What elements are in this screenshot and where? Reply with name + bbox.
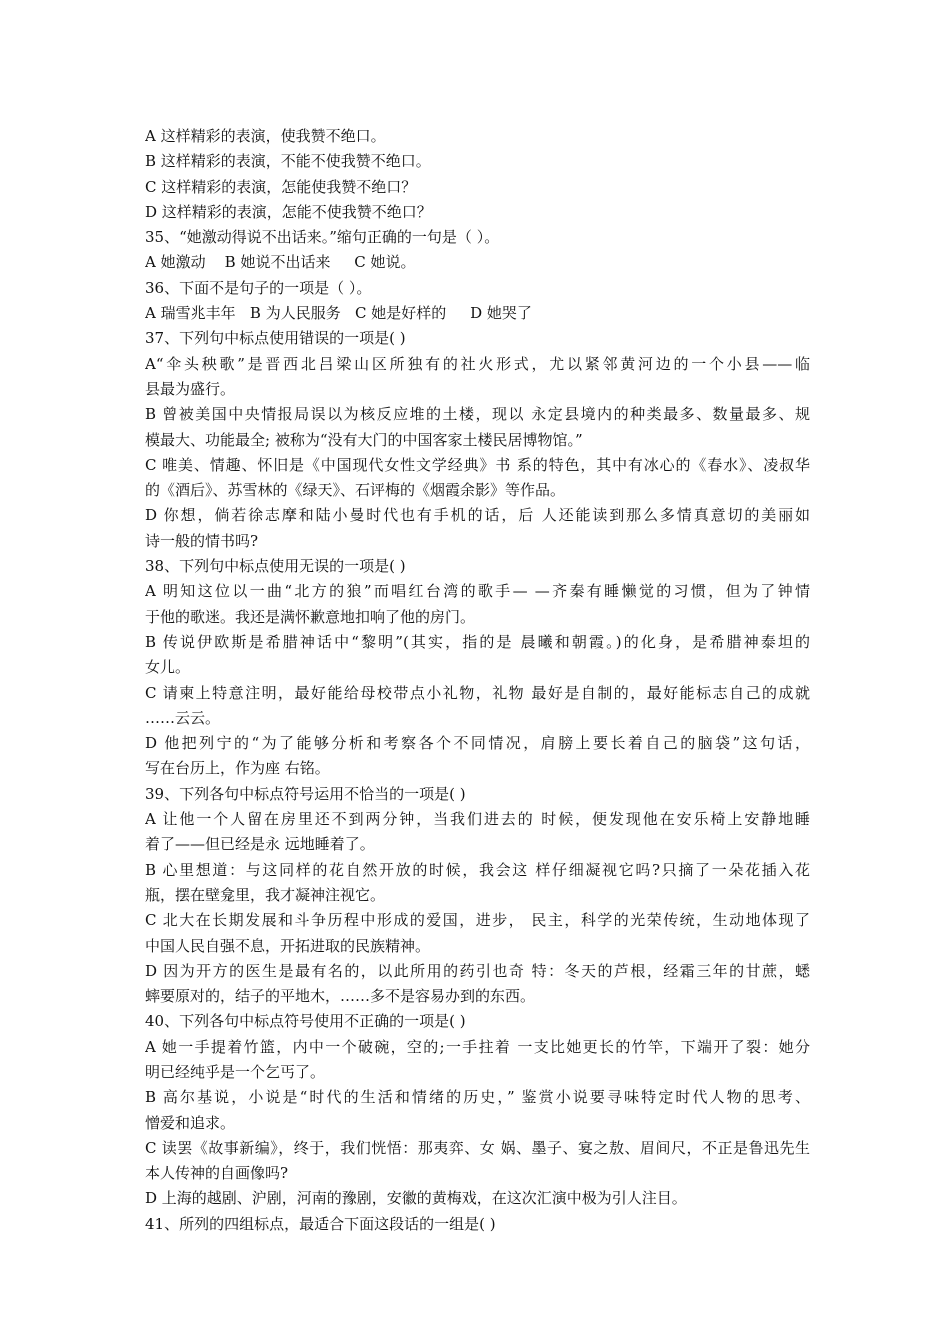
text-line: 瓶，摆在壁龛里，我才凝神注视它。 [145, 885, 386, 904]
text-line: B 曾被美国中央情报局误以为核反应堆的土楼，现以 永定县境内的种类最多、数量最多、规 [145, 405, 810, 424]
text-line: C 读罢《故事新编》，终于，我们恍悟：那夷弈、女 娲、墨子、宴之敖、眉间尺，不正是鲁迅先生 [145, 1138, 810, 1157]
text-line: 县最为盛行。 [145, 379, 236, 398]
text-line: 明已经纯乎是一个乞丐了。 [145, 1062, 326, 1081]
text-line: D 上海的越剧、沪剧，河南的豫剧，安徽的黄梅戏，在这次汇演中极为引人注目。 [145, 1189, 687, 1208]
question-39: 39、下列各句中标点符号运用不恰当的一项是( ) [145, 784, 466, 803]
text-line: 的《酒后》、苏雪林的《绿天》、石评梅的《烟霞余影》等作品。 [145, 481, 566, 500]
text-line: A“伞头秧歌”是晋西北吕梁山区所独有的社火形式，尤以紧邻黄河边的一个小县——临 [145, 354, 810, 373]
text-line: D 因为开方的医生是最有名的，以此所用的药引也奇 特：冬天的芦根，经霜三年的甘蔗，蟋 [145, 961, 810, 980]
text-line: B 高尔基说，小说是“时代的生活和情绪的历史，” 鉴赏小说要寻味特定时代人物的思考、 [145, 1088, 810, 1107]
text-line: D 这样精彩的表演，怎能不使我赞不绝口？ [145, 202, 432, 221]
text-line: 着了——但已经是永 远地睡着了。 [145, 835, 375, 854]
question-35: 35、“她激动得说不出话来。”缩句正确的一句是（ ）。 [145, 228, 500, 247]
text-line: C 请柬上特意注明，最好能给母校带点小礼物，礼物 最好是自制的，最好能标志自己的成就 [145, 683, 810, 702]
question-36: 36、下面不是句子的一项是（ ）。 [145, 278, 372, 297]
text-line: 写在台历上，作为座 右铭。 [145, 759, 330, 778]
text-line: ……云云。 [145, 708, 221, 727]
question-37: 37、下列句中标点使用错误的一项是( ) [145, 329, 406, 348]
text-line: 憎爱和追求。 [145, 1113, 236, 1132]
text-line: 于他的歌迷。我还是满怀歉意地扣响了他的房门。 [145, 607, 476, 626]
document-page [145, 124, 810, 1237]
question-40: 40、下列各句中标点符号使用不正确的一项是( ) [145, 1012, 466, 1031]
text-line: B 传说伊欧斯是希腊神话中“黎明”(其实，指的是 晨曦和朝霞。)的化身，是希腊神泰坦的 [145, 632, 810, 651]
text-line: A 让他一个人留在房里还不到两分钟，当我们进去的 时候，便发现他在安乐椅上安静地睡 [145, 810, 810, 829]
text-line: A 瑞雪兆丰年 B 为人民服务 C 她是好样的 D 她哭了 [145, 304, 532, 323]
text-line: A 明知这位以一曲“北方的狼”而唱红台湾的歌手— —齐秦有睡懒觉的习惯，但为了钟情 [145, 582, 810, 601]
question-41: 41、所列的四组标点，最适合下面这段话的一组是( ) [145, 1214, 496, 1233]
text-line: B 心里想道：与这同样的花自然开放的时候，我会这 样仔细凝视它吗?只摘了一朵花插入花 [145, 860, 810, 879]
text-line: C 这样精彩的表演，怎能使我赞不绝口？ [145, 177, 417, 196]
text-line: C 北大在长期发展和斗争历程中形成的爱国，进步， 民主，科学的光荣传统，生动地体现了 [145, 911, 810, 930]
text-line: 诗一般的情书吗? [145, 531, 259, 550]
text-line: 蟀要原对的，结子的平地木，……多不是容易办到的东西。 [145, 987, 536, 1006]
text-line: B 这样精彩的表演，不能不使我赞不绝口。 [145, 152, 431, 171]
text-line: D 他把列宁的“为了能够分析和考察各个不同情况，肩膀上要长着自己的脑袋”这句话， [145, 734, 810, 753]
text-line: D 你想，倘若徐志摩和陆小曼时代也有手机的话，后 人还能读到那么多情真意切的美丽如 [145, 506, 810, 525]
question-38: 38、下列句中标点使用无误的一项是( ) [145, 557, 406, 576]
text-line: A 她一手提着竹篮，内中一个破碗，空的;一手拄着 一支比她更长的竹竿，下端开了裂：她分 [145, 1037, 810, 1056]
text-line: 女儿。 [145, 658, 191, 677]
text-line: C 唯美、情趣、怀旧是《中国现代女性文学经典》书 系的特色，其中有冰心的《春水》、凌叔华 [145, 455, 810, 474]
text-line: 本人传神的自画像吗? [145, 1164, 289, 1183]
text-line: A 这样精彩的表演，使我赞不绝口。 [145, 127, 386, 145]
text-line: 模最大、功能最全; 被称为“没有大门的中国客家土楼民居博物馆。” [145, 430, 583, 449]
text-line: 中国人民自强不息，开拓进取的民族精神。 [145, 936, 431, 955]
text-line: A 她激动 B 她说不出话来 C 她说。 [145, 253, 416, 272]
